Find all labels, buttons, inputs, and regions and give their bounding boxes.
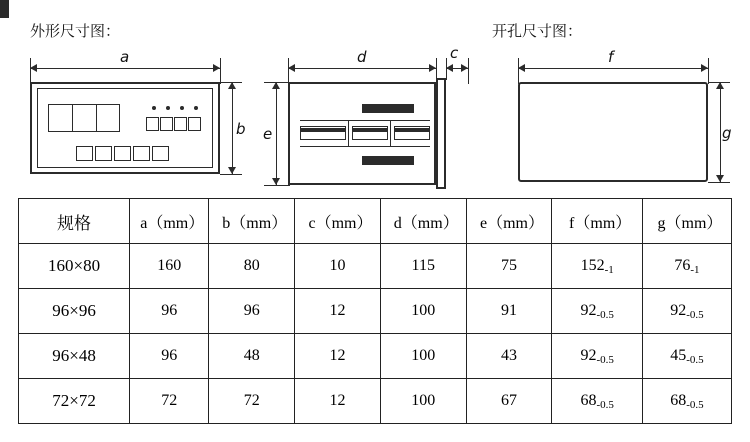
table-header-d: d（mm）: [380, 199, 466, 244]
cell-f-value: 152: [580, 257, 605, 274]
dim-label-a: a: [120, 48, 130, 66]
table-header-g: g（mm）: [642, 199, 731, 244]
dim-g-ext-bottom: [708, 182, 730, 183]
cutout-view-drawing: [0, 0, 750, 200]
cell-g-tolerance: -1: [690, 264, 700, 276]
table-header-a: a（mm）: [130, 199, 209, 244]
cell-f: [552, 334, 643, 379]
cell-spec: 72×72: [19, 379, 130, 424]
cell-g-tolerance: -0.5: [686, 309, 704, 321]
cell-f: [552, 379, 643, 424]
cell-g-value: 45: [670, 347, 687, 364]
table-header-b: b（mm）: [209, 199, 295, 244]
dim-label-e: e: [263, 125, 273, 143]
cell-c: 10: [295, 244, 381, 289]
cell-c: 12: [295, 334, 381, 379]
table-header-c: c（mm）: [295, 199, 381, 244]
dim-f-line: [518, 68, 708, 69]
table-row: [19, 379, 732, 424]
dim-g-line: [720, 82, 721, 182]
dim-f-arrow-left: [518, 64, 525, 72]
table-header-row: [19, 199, 732, 244]
cell-b: 72: [209, 379, 295, 424]
cell-b: 96: [209, 289, 295, 334]
cell-b: 48: [209, 334, 295, 379]
dim-label-b: b: [236, 120, 246, 138]
cell-f-tolerance: -0.5: [596, 354, 614, 366]
cell-spec: 96×48: [19, 334, 130, 379]
cell-e: 75: [466, 244, 552, 289]
cell-g-value: 76: [674, 257, 691, 274]
cutout-drawing-heading: 开孔尺寸图：: [492, 22, 583, 40]
cell-f-tolerance: -0.5: [596, 399, 614, 411]
dim-label-c: c: [450, 44, 459, 62]
cell-d: 100: [380, 289, 466, 334]
dim-label-f: f: [608, 48, 614, 66]
cell-c: 12: [295, 289, 381, 334]
cell-g: [642, 379, 731, 424]
cell-c: 12: [295, 379, 381, 424]
cell-e: 43: [466, 334, 552, 379]
cell-g: [642, 289, 731, 334]
cell-f-value: 92: [580, 347, 597, 364]
cell-d: 100: [380, 379, 466, 424]
dim-f-arrow-right: [701, 64, 708, 72]
dim-g-arrow-top: [716, 82, 724, 89]
cell-a: 160: [130, 244, 209, 289]
cell-spec: 160×80: [19, 244, 130, 289]
cell-g-tolerance: -0.5: [686, 399, 704, 411]
cell-a: 96: [130, 334, 209, 379]
cell-g-value: 92: [670, 302, 687, 319]
cell-f-tolerance: -1: [604, 264, 614, 276]
cell-b: 80: [209, 244, 295, 289]
dim-label-d: d: [357, 48, 367, 66]
outline-drawing-heading: 外形尺寸图：: [30, 22, 121, 40]
table-row: [19, 244, 732, 289]
cell-e: 67: [466, 379, 552, 424]
cell-g-tolerance: -0.5: [686, 354, 704, 366]
cell-a: 96: [130, 289, 209, 334]
panel-cutout-outline: [518, 82, 708, 182]
cell-g: [642, 334, 731, 379]
cell-f-value: 68: [580, 392, 597, 409]
table-row: [19, 334, 732, 379]
table-row: [19, 289, 732, 334]
cell-g: [642, 244, 731, 289]
cell-f-tolerance: -0.5: [596, 309, 614, 321]
cell-f: [552, 289, 643, 334]
cell-f-value: 92: [580, 302, 597, 319]
cell-e: 91: [466, 289, 552, 334]
cell-spec: 96×96: [19, 289, 130, 334]
cell-d: 115: [380, 244, 466, 289]
dim-label-g: g: [722, 124, 732, 142]
specification-table: [18, 198, 732, 424]
dim-g-arrow-bottom: [716, 175, 724, 182]
table-header-e: e（mm）: [466, 199, 552, 244]
dim-f-ext-right: [708, 58, 709, 84]
table-header-spec: 规格: [19, 199, 130, 244]
table-header-f: f（mm）: [552, 199, 643, 244]
cell-f: [552, 244, 643, 289]
cell-d: 100: [380, 334, 466, 379]
cell-g-value: 68: [670, 392, 687, 409]
cell-a: 72: [130, 379, 209, 424]
